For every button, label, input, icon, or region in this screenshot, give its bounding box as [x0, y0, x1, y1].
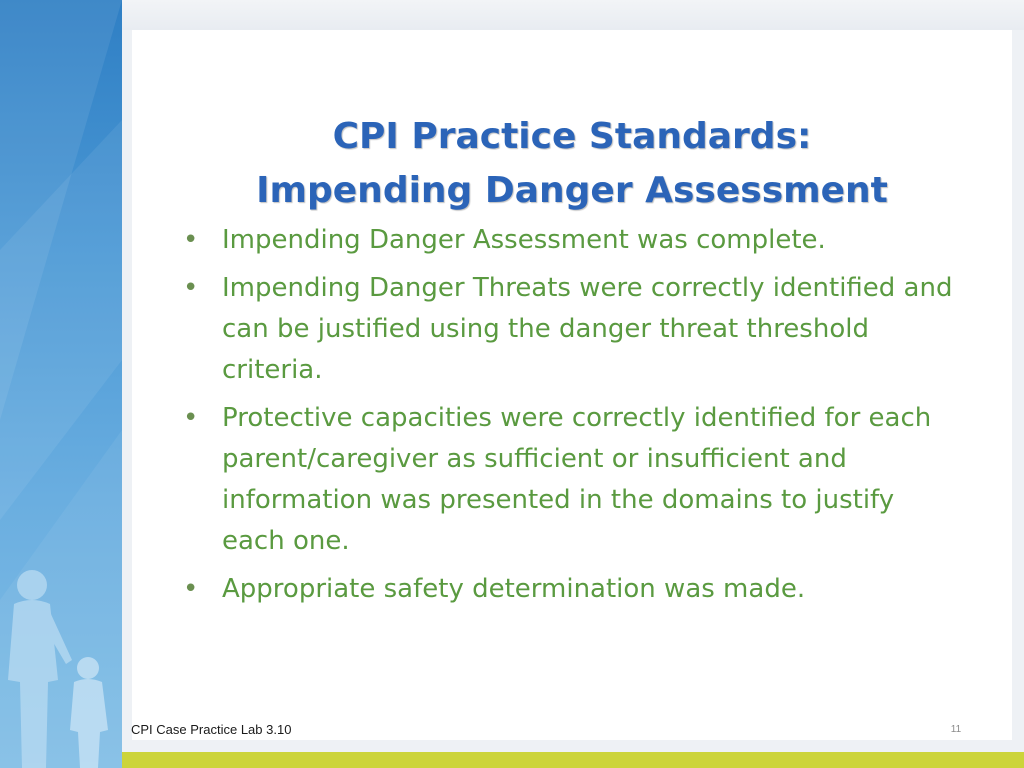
slide-title-line: CPI Practice Standards:: [332, 116, 812, 157]
decorative-family-silhouette: [0, 0, 122, 768]
bullet-item: • Protective capacities were correctly identified for each parent/caregiver as sufficient or insufficient and information was presented in the domains to justify each one.: [180, 398, 960, 562]
top-strip: [122, 0, 1024, 30]
slide-title: [132, 110, 1012, 218]
decorative-side-band: [0, 0, 122, 768]
slide-title-line: Impending Danger Assessment: [256, 170, 888, 211]
page-number: 11: [950, 724, 962, 735]
bullet-item: • Appropriate safety determination was made.: [180, 569, 960, 610]
bullet-list: [180, 220, 960, 617]
bullet-item: • Impending Danger Threats were correctly identified and can be justified using the danger threat threshold criteria.: [180, 268, 960, 391]
bottom-accent-bar: [122, 752, 1024, 768]
bullet-item: • Impending Danger Assessment was complete.: [180, 220, 960, 261]
footer-label: CPI Case Practice Lab 3.10: [131, 722, 292, 737]
